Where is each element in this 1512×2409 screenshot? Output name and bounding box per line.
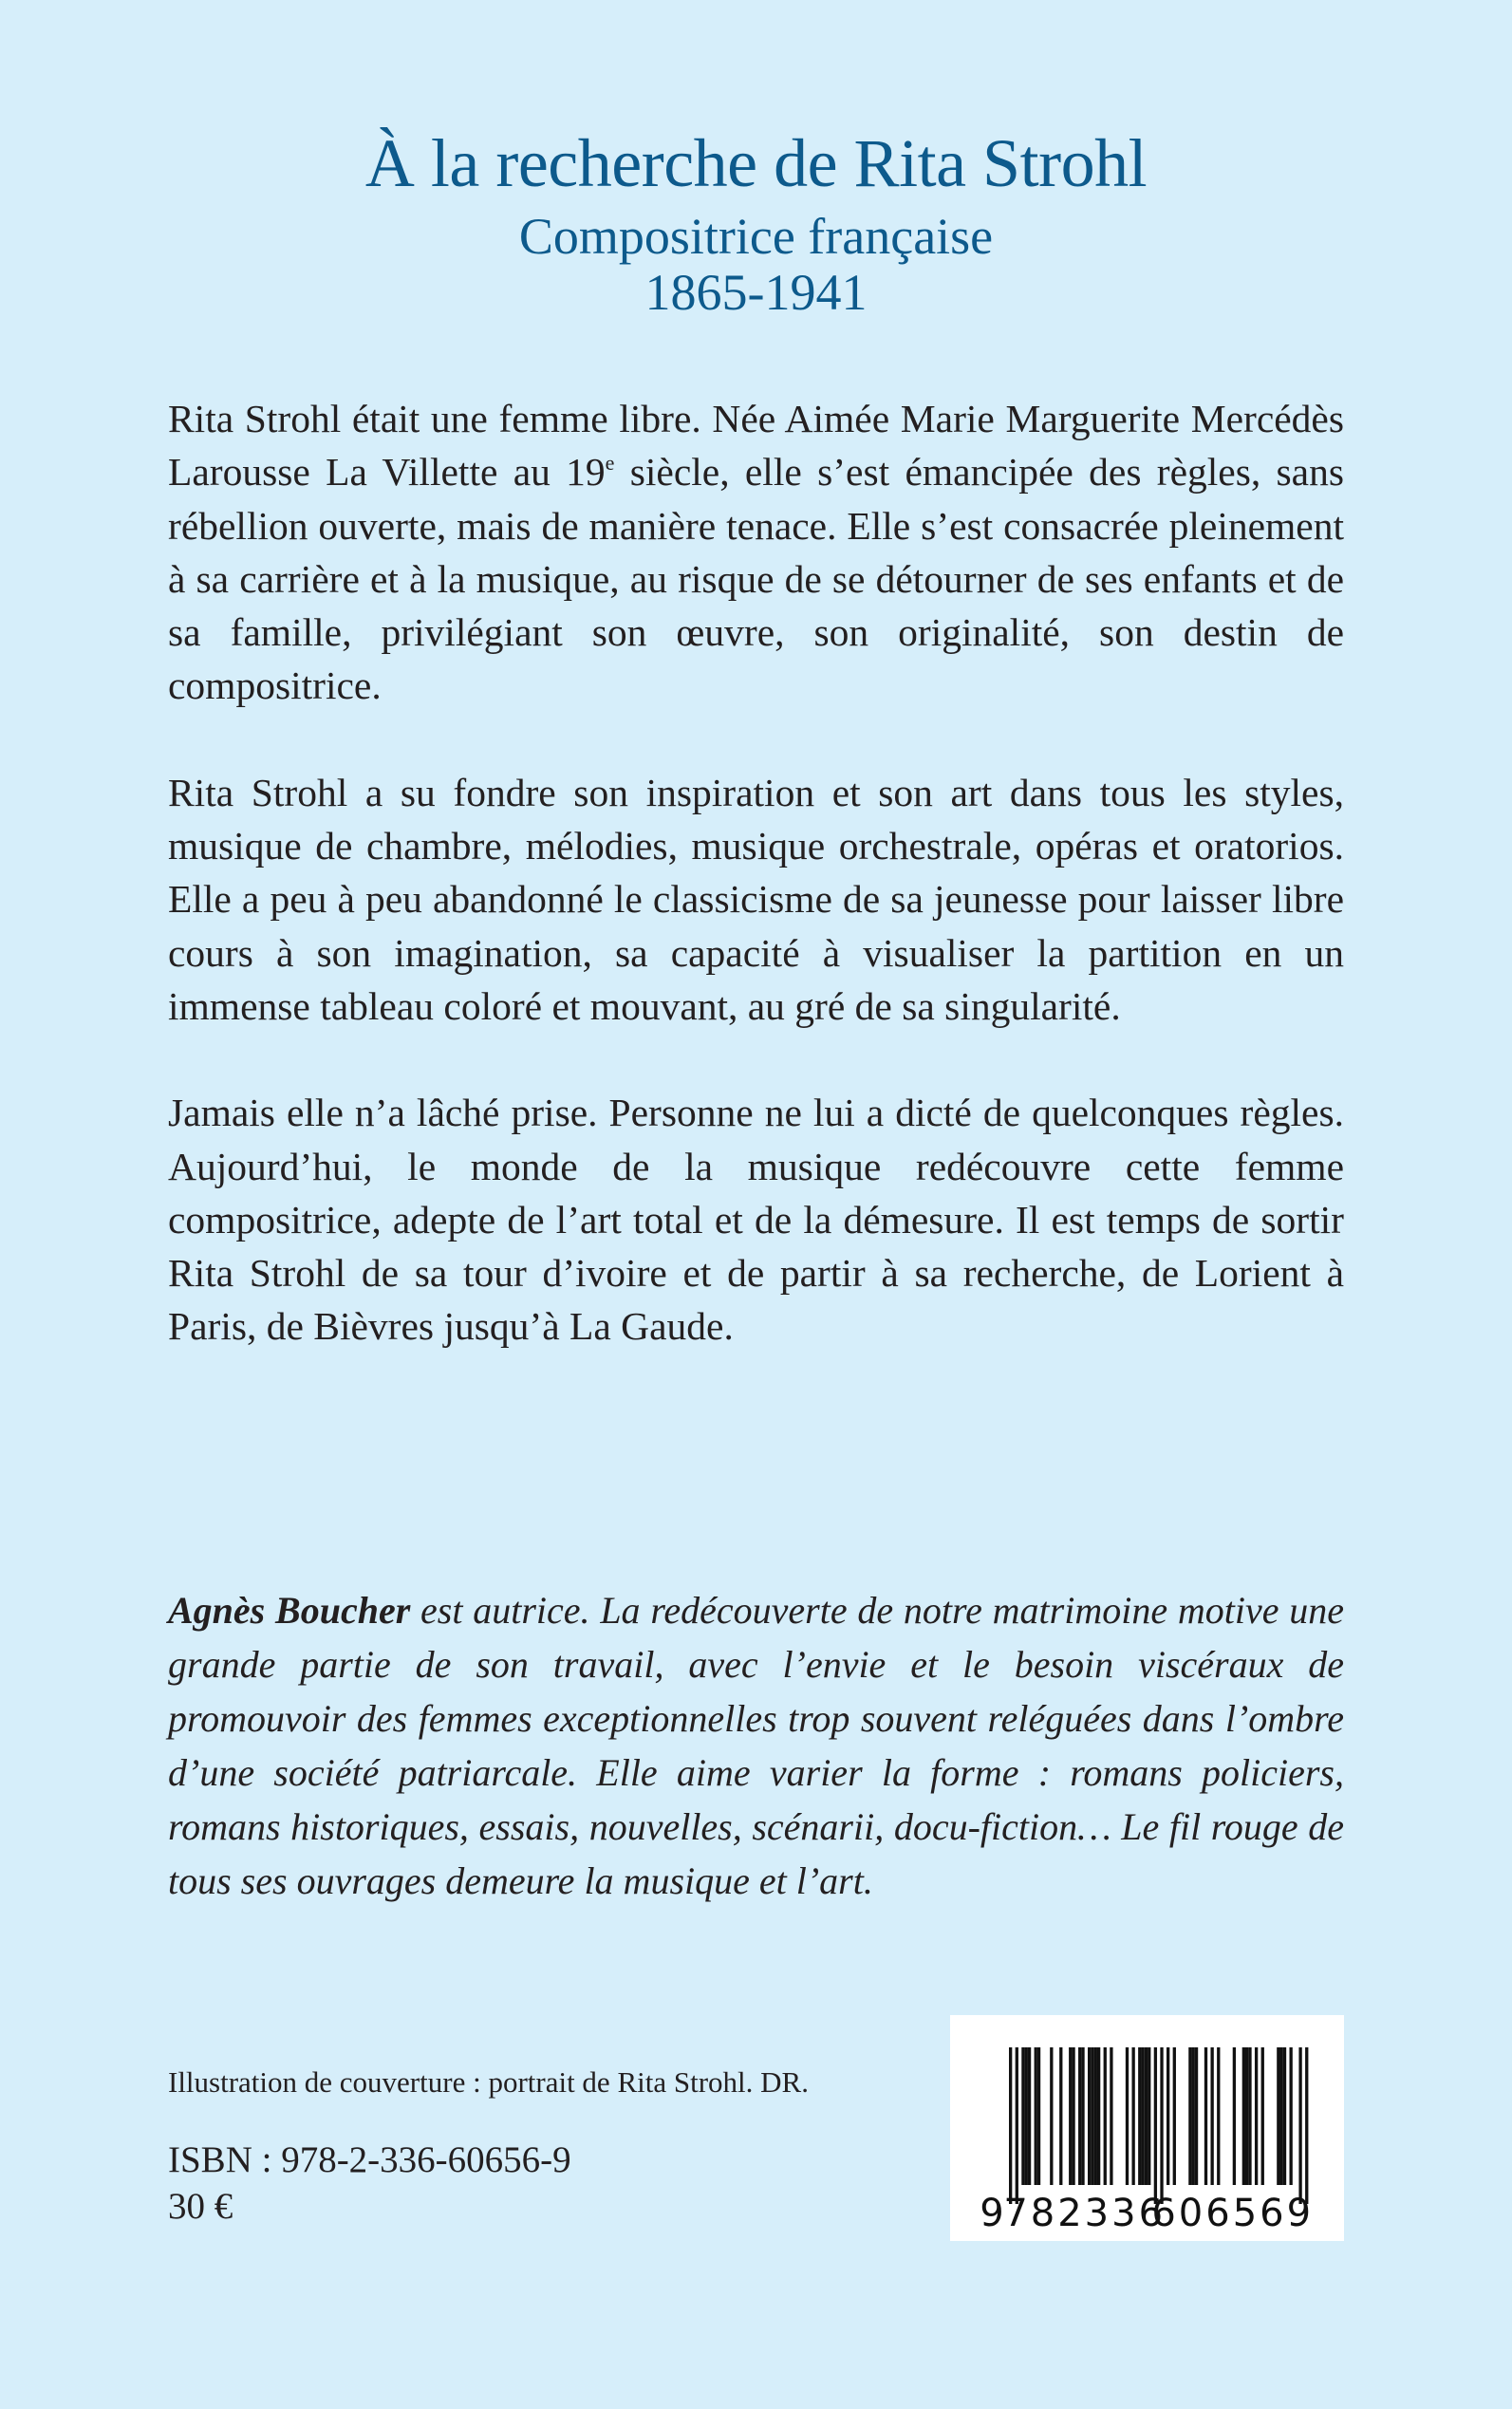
isbn: ISBN : 978-2-336-60656-9 [168,2139,571,2180]
book-title: À la recherche de Rita Strohl [364,125,1148,201]
summary-paragraph-3: Jamais elle n’a lâché prise. Personne ne lui a dicté de quelconques règles. Aujourd’hui, le monde de la musique redécouvre cette femme compositrice, adepte de l’art total et de la démesure. Il est temps de sortir Rita Strohl de sa tour d’ivoire et de partir à sa recherche, de Lorient à Paris, de Bièvres jusqu’à La Gaude. [168,1091,1344,1349]
composer-dates: 1865-1941 [644,264,868,321]
summary-paragraph-1 [168,392,1344,713]
author-bio-text: est autrice. La redécouverte de notre matrimoine motive une grande partie de son travail, avec l’envie et le besoin viscéraux de promouvoir des femmes exceptionnelles trop souvent reléguées dans l’ombre d’une société patriarcale. Elle aime varier la forme : romans policiers, romans historiques, essais, nouvelles, scénarii, docu-fiction… Le fil rouge de tous ses ouvrages demeure la musique et l’art. [168,1589,1344,1902]
century-superscript: e [605,451,615,476]
svg-text:9: 9 [980,2192,1004,2235]
barcode [950,2015,1344,2241]
svg-text:606569: 606569 [1151,2192,1315,2235]
book-summary [168,392,1344,1407]
book-subtitle: Compositrice française [518,208,994,265]
price: 30 € [168,2186,233,2227]
summary-paragraph-1-text-b: siècle, elle s’est émancipée des règles, sans rébellion ouverte, mais de manière tenace. Elle s’est consacrée pleinement à sa carrière et à la musique, au risque de se détourner de ses enfants et de sa famille, privilégiant son œuvre, son originalité, son destin de compositrice. [168,450,1345,708]
summary-paragraph-1-text-a: Rita Strohl était une femme libre. Née Aimée Marie Marguerite Mercédès Larousse La Villette au 19 [168,397,1344,495]
author-name: Agnès Boucher [168,1589,411,1632]
svg-text:782336: 782336 [1003,2192,1167,2235]
title-block [0,123,1512,321]
author-bio [168,1583,1344,1908]
barcode-icon [950,2015,1344,2241]
cover-illustration-credit: Illustration de couverture : portrait de Rita Strohl. DR. [168,2065,809,2099]
summary-paragraph-2: Rita Strohl a su fondre son inspiration et son art dans tous les styles, musique de chambre, mélodies, musique orchestrale, opéras et oratorios. Elle a peu à peu abandonné le classicisme de sa jeunesse pour laisser libre cours à son imagination, sa capacité à visualiser la partition en un immense tableau coloré et mouvant, au gré de sa singularité. [168,770,1344,1028]
